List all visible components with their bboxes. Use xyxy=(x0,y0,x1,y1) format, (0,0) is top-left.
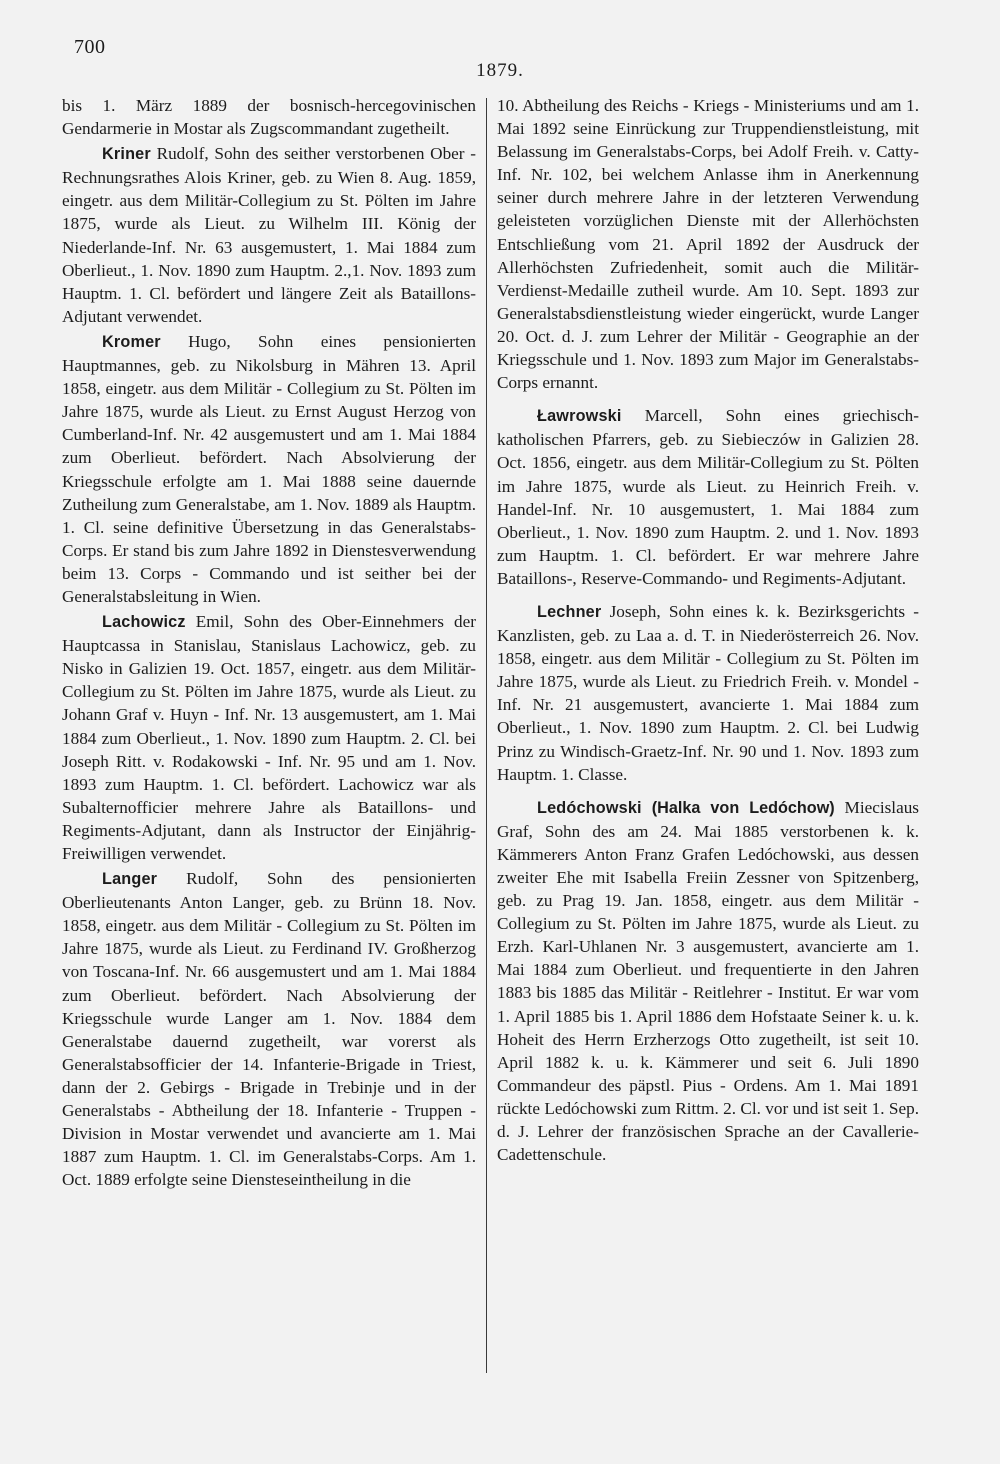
entry-surname: Lachowicz xyxy=(102,613,186,632)
entry-text: Joseph, Sohn eines k. k. Bezirksgerichts - Kanzlisten, geb. zu Laa a. d. T. in Niederösterreich 26. Nov. 1858, eingetr. aus dem Militär - Collegium zu St. Pölten im Jahre 1875, wurde als Lieut. zu Friedrich Freih. v. Mondel - Inf. Nr. 21 ausgemustert, avancierte 1. Mai 1884 zum Oberlieut., 1. Nov. 1890 zum Hauptm. 2. Cl. bei Ludwig Prinz zu Windisch-Graetz-Inf. Nr. 90 und 1. Nov. 1893 zum Hauptm. 1. Classe. xyxy=(497,601,919,784)
entry-continuation xyxy=(497,94,919,394)
column-divider xyxy=(486,98,487,1373)
entry-surname: Kromer xyxy=(102,332,161,351)
entry-lawrowski xyxy=(497,404,919,590)
entry-text: Marcell, Sohn eines griechisch-katholischen Pfarrers, geb. zu Siebieczów in Galizien 28. Oct. 1856, eingetr. aus dem Militär-Collegium zu St. Pölten im Jahre 1875, wurde als Lieut. zu Heinrich Freih. v. Handel-Inf. Nr. 10 ausgemustert, 1. Mai 1884 zum Oberlieut., 1. Nov. 1890 zum Hauptm. 2. und 1. Nov. 1893 zum Hauptm. 1. Cl. befördert. Er war mehrere Jahre Bataillons-, Reserve-Commando- und Regiments-Adjutant. xyxy=(497,406,919,588)
running-head-year: 1879. xyxy=(476,60,524,81)
entry-lechner xyxy=(497,600,919,786)
entry-surname-alt: (Halka von Ledóchow) xyxy=(641,798,835,817)
entry-continuation xyxy=(62,94,476,140)
entry-langer xyxy=(62,867,476,1191)
entry-surname: Lechner xyxy=(537,602,602,621)
entry-text: Hugo, Sohn eines pensionierten Hauptmannes, geb. zu Nikolsburg in Mähren 13. April 1858, eingetr. aus dem Militär - Collegium zu St. Pölten im Jahre 1875, wurde als Lieut. zu Ernst August Herzog von Cumberland-Inf. Nr. 42 ausgemustert und am 1. Mai 1884 zum Oberlieut. befördert. Nach Absolvierung der Kriegsschule erfolgte am 1. Mai 1888 seine dauernde Zutheilung zum Generalstabe, am 1. Nov. 1889 als Hauptm. 1. Cl. seine definitive Übersetzung in das Generalstabs-Corps. Er stand bis zum Jahre 1892 in Dienstesverwendung beim 13. Corps - Commando und ist seither bei der Generalstabsleitung in Wien. xyxy=(62,331,476,606)
entry-text: Miecislaus Graf, Sohn des am 24. Mai 1885 verstorbenen k. k. Kämmerers Anton Franz Grafen Ledóchowski, aus dessen zweiter Ehe mit Isabella Freiin Zessner von Spitzenberg, geb. zu Prag 19. Jan. 1858, eingetr. aus dem Militär - Collegium zu St. Pölten im Jahre 1875, wurde als Lieut. zu Erzh. Karl-Uhlanen Nr. 3 ausgemustert, avancierte am 1. Mai 1884 zum Oberlieut. und frequentierte in den Jahren 1883 bis 1885 das Militär - Reitlehrer - Institut. Er war vom 1. April 1885 bis 1. April 1886 dem Hofstaate Seiner k. u. k. Hoheit des Herrn Erzherzogs Otto zugetheilt, ist seit 10. April 1882 k. u. k. Kämmerer und seit 6. Juli 1890 Commandeur des päpstl. Pius - Ordens. Am 1. Mai 1891 rückte Ledóchowski zum Rittm. 2. Cl. vor und ist seit 1. Sep. d. J. Lehrer der französischen Sprache an der Cavallerie-Cadettenschule. xyxy=(497,797,919,1165)
entry-text: Emil, Sohn des Ober-Einnehmers der Hauptcassa in Stanislau, Stanislaus Lachowicz, geb. zu Nisko in Galizien 19. Oct. 1857, eingetr. aus dem Militär-Collegium zu St. Pölten im Jahre 1875, wurde als Lieut. zu Johann Graf v. Huyn - Inf. Nr. 13 ausgemustert, am 1. Mai 1884 zum Oberlieut., 1. Nov. 1890 zum Hauptm. 2. Cl. bei Joseph Ritt. v. Rodakowski - Inf. Nr. 95 und am 1. Nov. 1893 zum Hauptm. 1. Cl. befördert. Lachowicz war als Subalternofficier mehrere Jahre als Bataillons- und Regiments-Adjutant, dann als Instructor der Einjährig-Freiwilligen verwendet. xyxy=(62,612,476,863)
entry-surname: Ledóchowski xyxy=(537,798,642,817)
entry-kriner xyxy=(62,142,476,328)
entry-text: Rudolf, Sohn des seither verstorbenen Ober - Rechnungsrathes Alois Kriner, geb. zu Wien 8. Aug. 1859, eingetr. aus dem Militär-Collegium zu St. Pölten im Jahre 1875, wurde als Lieut. zu Wilhelm III. König der Niederlande-Inf. Nr. 63 ausgemustert, 1. Mai 1884 zum Oberlieut., 1. Nov. 1890 zum Hauptm. 2.,1. Nov. 1893 zum Hauptm. 1. Cl. befördert und längere Zeit als Bataillons-Adjutant verwendet. xyxy=(62,144,476,326)
entry-surname: Kriner xyxy=(102,145,151,164)
entry-kromer xyxy=(62,330,476,608)
entry-text: 10. Abtheilung des Reichs - Kriegs - Ministeriums und am 1. Mai 1892 seine Einrückung zur Truppendienstleistung, mit Belassung im Generalstabs-Corps, bei Adolf Freih. v. Catty-Inf. Nr. 102, bei welchem Anlasse ihm in Anerkennung seiner durch mehrere Jahre in der letzteren Verwendung geleisteten vorzüglichen Dienste mit der Allerhöchsten Entschließung vom 21. April 1892 der Ausdruck der Allerhöchsten Zufriedenheit, somit auch die Militär-Verdienst-Medaille zutheil wurde. Am 10. Sept. 1893 zur Generalstabsdienstleistung wieder eingerückt, wurde Langer 20. Oct. d. J. zum Lehrer der Militär - Geographie an der Kriegsschule und 1. Nov. 1893 zum Major im Generalstabs-Corps ernannt. xyxy=(497,96,919,393)
entry-text: Rudolf, Sohn des pensionierten Oberlieutenants Anton Langer, geb. zu Brünn 18. Nov. 1858, eingetr. aus dem Militär - Collegium zu St. Pölten im Jahre 1875, wurde als Lieut. zu Ferdinand IV. Großherzog von Toscana-Inf. Nr. 66 ausgemustert und am 1. Mai 1884 zum Oberlieut. befördert. Nach Absolvierung der Kriegsschule wurde Langer am 1. Nov. 1884 dem Generalstabe dauernd zugetheilt, war vorerst als Generalstabsofficier der 14. Infanterie-Brigade in Triest, dann der 2. Gebirgs - Brigade in Trebinje und in der Generalstabs - Abtheilung der 18. Infanterie - Truppen - Division in Mostar verwendet und avancierte am 1. Mai 1887 zum Hauptm. 1. Cl. im Generalstabs-Corps. Am 1. Oct. 1889 erfolgte seine Diensteseintheilung in die xyxy=(62,869,476,1190)
entry-lachowicz xyxy=(62,610,476,865)
entry-surname: Ławrowski xyxy=(537,407,622,426)
right-column xyxy=(497,94,919,1168)
page-number: 700 xyxy=(74,36,106,58)
entry-surname: Langer xyxy=(102,870,158,889)
left-column xyxy=(62,94,476,1193)
entry-text: bis 1. März 1889 der bosnisch-hercegovinischen Gendarmerie in Mostar als Zugscommandant zugetheilt. xyxy=(62,96,476,139)
entry-ledochowski xyxy=(497,796,919,1167)
